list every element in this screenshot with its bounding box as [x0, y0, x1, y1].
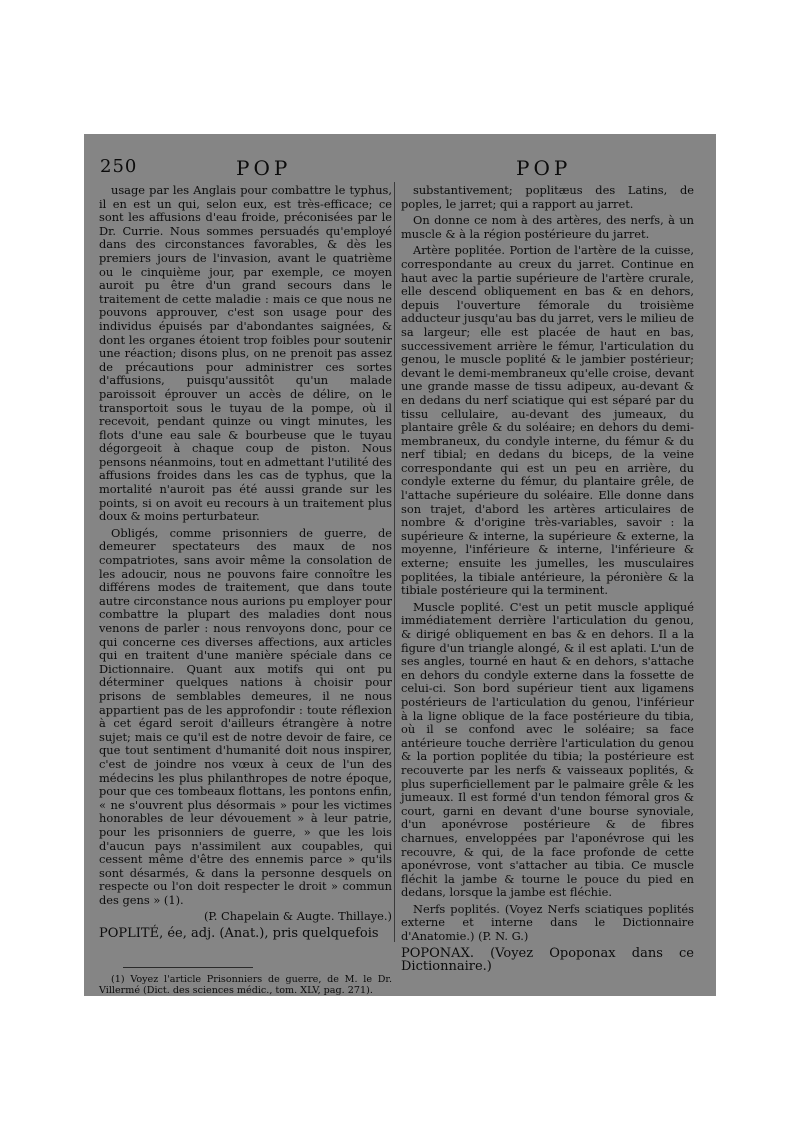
paragraph-artere-poplitee: Artère poplitée. Portion de l'artère de la cuisse, correspondante au creux du jarret. Continue en haut avec la partie supérieure de l'artère crurale, elle descend obliquement en bas & en dehors, depuis l'ouverture fémorale du troisième adducteur jusqu'au bas du jarret, vers le milieu de sa largeur; elle est placée de haut en bas, successivement arrière le fémur, l'articulation du genou, le muscle poplité & le jambier postérieur; devant le demi-membraneux qu'elle croise, devant une grande masse de tissu adipeux, au-devant & en dedans du nerf sciatique qui est séparé par du tissu cellulaire, au-devant des jumeaux, du plantaire grêle & du soléaire; en dehors du demi-membraneux, du condyle interne, du fémur & du nerf tibial; en dedans du biceps, de la veine correspondante qui est un peu en arrière, du condyle externe du fémur, du plantaire grêle, de l'attache supérieure du soléaire. Elle donne dans son trajet, d'abord les artères articulaires de nombre & d'origine très-variables, savoir : la supérieure & interne, la supérieure & externe, la moyenne, l'inférieure & interne, l'inférieure & externe; ensuite les jumelles, les musculaires poplitées, la tibiale antérieure, la péronière & la tibiale postérieure qui la terminent.	[401, 243, 694, 598]
running-head-left: POP	[236, 156, 292, 180]
paragraph-definition: On donne ce nom à des artères, des nerfs, à un muscle & à la région postérieure du jarret.	[401, 213, 694, 241]
paragraph-nerfs-poplites: Nerfs poplités. (Voyez Nerfs sciatiques poplités externe et interne dans le Dictionnaire d'Anatomie.) (P. N. G.)	[401, 901, 694, 944]
entry-poplite: POPLITÉ, ée, adj. (Anat.), pris quelquefois	[99, 926, 379, 942]
paragraph-muscle-poplite: Muscle poplité. C'est un petit muscle appliqué immédiatement derrière l'articulation du genou, & dirigé obliquement en bas & en dehors. Il a la figure d'un triangle alongé, & il est aplati. L'un de ses angles, tourné en haut & en dehors, s'attache en dehors du condyle externe dans la fossette de celui-ci. Son bord supérieur tient aux ligamens postérieurs de l'articulation du genou, l'inférieur à la ligne oblique de la face postérieure du tibia, où il se confond avec le soléaire; sa face antérieure touche derrière l'articulation du genou & la portion poplitée du tibia; la postérieure est recouverte par les nerfs & vaisseaux poplités, & plus superficiellement par le palmaire grêle & les jumeaux. Il est formé d'un tendon fémoral gros & court, garni en devant d'une bourse synoviale, d'un aponévrose postérieure & de fibres charnues, enveloppées par l'aponévrose qui les recouvre, & qui, de la face profonde de cette aponévrose, vont s'attacher au tibia. Ce muscle fléchit la jambe & tourne le pouce du pied en dedans, lorsque la jambe est fléchie.	[401, 599, 694, 900]
paragraph-substantive: substantivement; poplitæus des Latins, de poples, le jarret; qui a rapport au jarret.	[401, 183, 694, 211]
author-signature: (P. Chapelain & Augte. Thillaye.)	[203, 909, 392, 924]
left-column	[99, 184, 392, 996]
right-column	[401, 184, 694, 974]
scanned-page	[84, 134, 716, 996]
column-rule	[394, 182, 395, 942]
paragraph-typhus: usage par les Anglais pour combattre le typhus, il en est un qui, selon eux, est très-efficace; ce sont les affusions d'eau froide, préconisées par le Dr. Currie. Nous sommes persuadés qu'employé dans des circonstances favorables, & dès les premiers jours de l'invasion, avant le quatrième ou le cinquième jour, par exemple, ce moyen auroit pu être d'un grand secours dans le traitement de cette maladie : mais ce que nous ne pouvons approuver, c'est son usage pour des individus épuisés par d'abondantes saignées, & dont les organes étoient trop foibles pour soutenir une réaction; disons plus, on ne prenoit pas assez de précautions pour administrer ces sortes d'affusions, puisqu'aussitôt qu'un malade paroissoit éprouver un accès de délire, on le transportoit sous le tuyau de la pompe, où il recevoit, pendant quinze ou vingt minutes, les flots d'une eau sale & bourbeuse que le tuyau dégorgeoit à chaque coup de piston. Nous pensons néanmoins, tout en admettant l'utilité des affusions froides dans les cas de typhus, que la mortalité n'auroit pas été aussi grande sur les points, si on avoit eu recours à un traitement plus doux & moins perturbateur.	[99, 183, 393, 524]
paragraph-prisoners: Obligés, comme prisonniers de guerre, de demeurer spectateurs des maux de nos compatriotes, sans avoir même la consolation de les adoucir, nous ne pouvons faire connoître les différens modes de traitement, que dans toute autre circonstance nous aurions pu employer pour combattre la plupart des maladies dont nous venons de parler : nous renvoyons donc, pour ce qui concerne ces diverses affections, aux articles qui en traitent d'une manière spéciale dans ce Dictionnaire. Quant aux motifs qui ont pu déterminer quelques nations à choisir pour prisons de semblables demeures, il ne nous appartient pas de les approfondir : toute réflexion à cet égard seroit d'ailleurs étrangère à notre sujet; mais ce qu'il est de notre devoir de faire, ce que tout sentiment d'humanité doit nous inspirer, c'est de joindre nos vœux à ceux de l'un des médecins les plus philanthropes de notre époque, pour que ces tombeaux flottans, les pontons enfin, « ne s'ouvrent plus désormais » pour les victimes honorables de leur dévouement » à leur patrie, pour les prisonniers de guerre, » que les lois d'aucun pays n'assimilent aux coupables, qui cessent même d'être des ennemis parce » qu'ils sont désarmés, & dans la personne desquels on respecte ou l'on doit respecter le droit » commun des gens » (1).	[99, 525, 392, 907]
entry-poponax: POPONAX. (Voyez Opoponax dans ce Dictionnaire.)	[401, 945, 694, 975]
page-number: 250	[100, 156, 138, 177]
footnote: (1) Voyez l'article Prisonniers de guerre, de M. le Dr. Villermé (Dict. des sciences médic., tom. XLV, pag. 271).	[99, 973, 392, 996]
running-head-right: POP	[516, 156, 572, 180]
footnote-rule	[123, 967, 253, 968]
